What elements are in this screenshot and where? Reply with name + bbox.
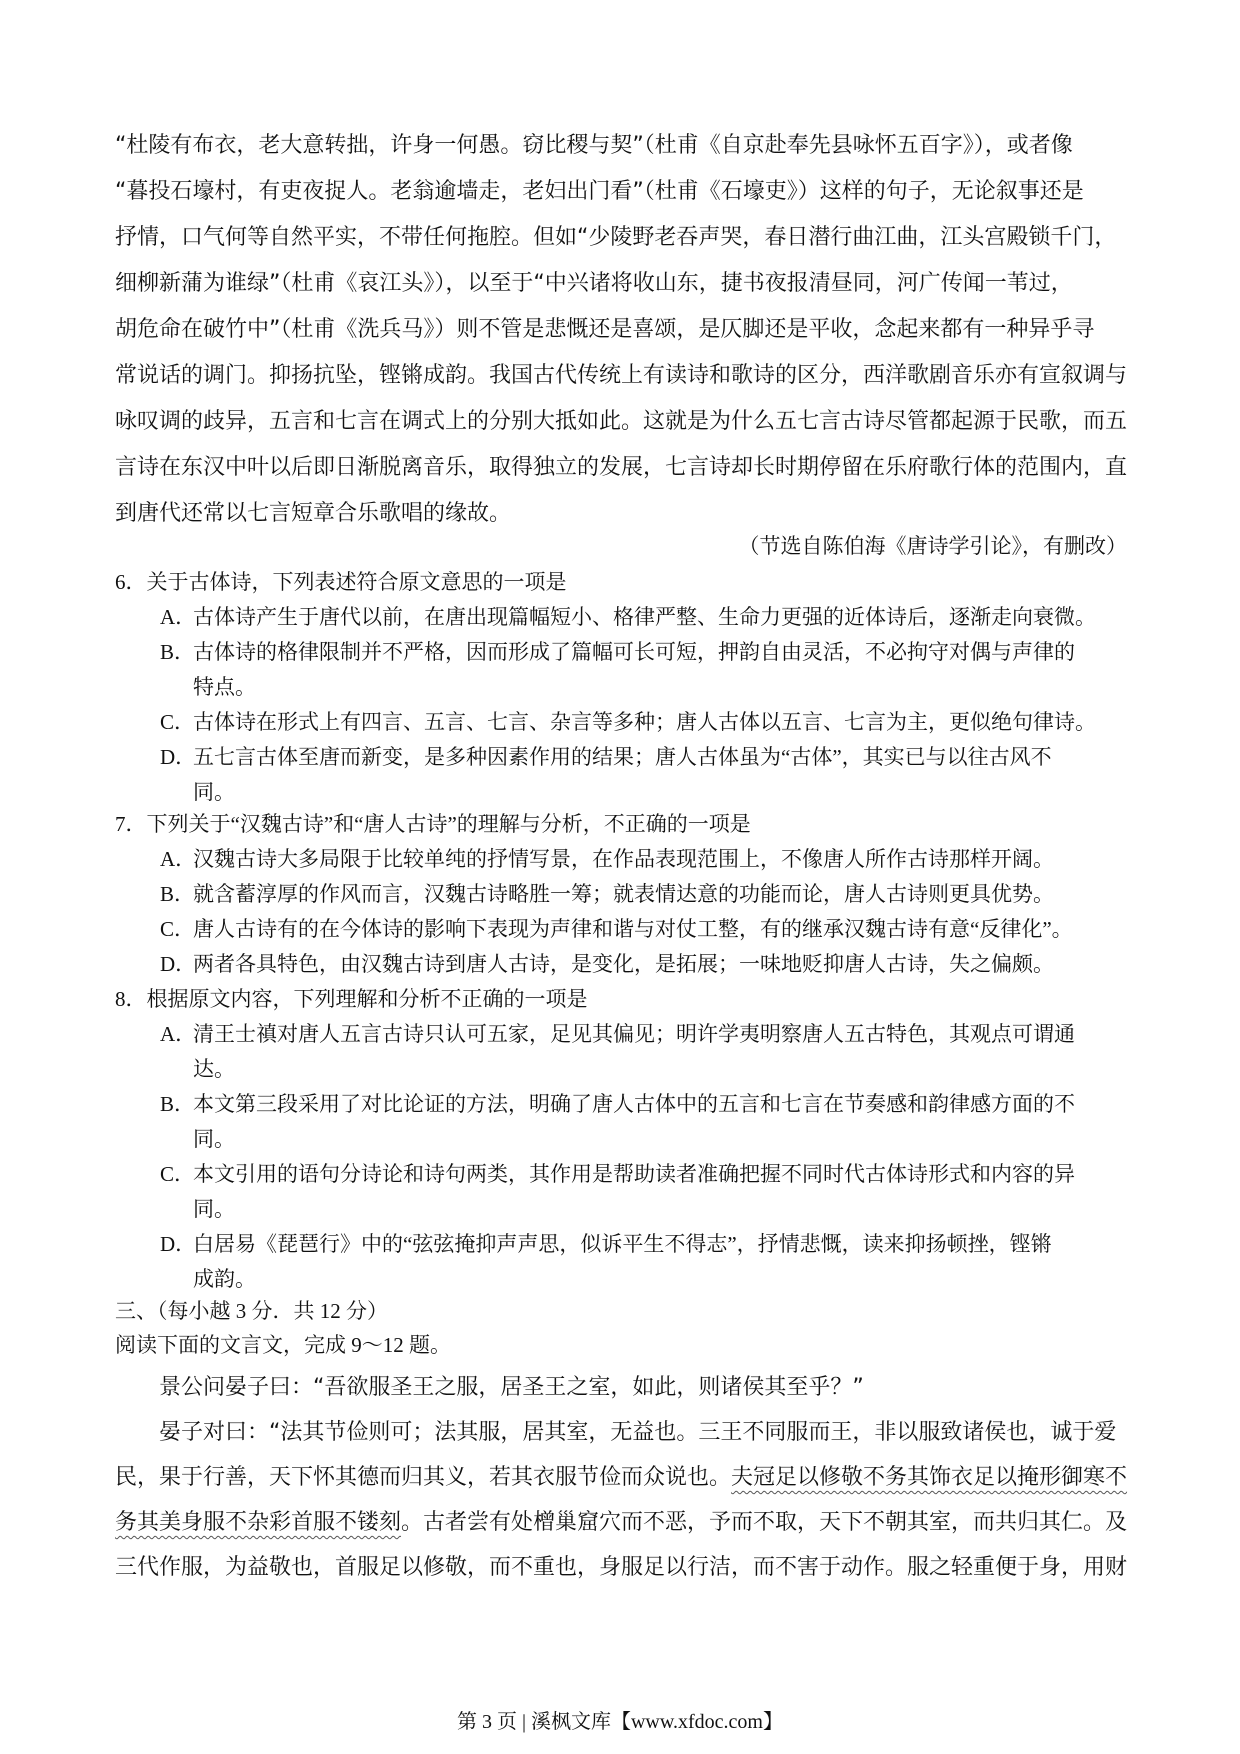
option-text: 同。 xyxy=(193,1127,235,1151)
option-a xyxy=(115,600,1130,635)
passage-line: 咏叹调的歧异，五言和七言在调式上的分别大抵如此。这就是为什么五七言古诗尽管都起源于民歌，而五 xyxy=(115,409,1128,434)
passage-line: “暮投石壕村，有吏夜捉人。老翁逾墙走，老妇出门看”（杜甫《石壕吏》）这样的句子，无论叙事还是 xyxy=(115,179,1084,204)
question-8 xyxy=(115,981,1130,1297)
option-d xyxy=(115,1227,1130,1297)
classical-text: 。古者尝有处橧巢窟穴而不恶，予而不取，天下不朝其室，而共归其仁。及 xyxy=(401,1510,1128,1535)
wavy-underlined-sentence: 务其美身服不杂彩首服不镂刻 xyxy=(115,1510,402,1535)
option-c xyxy=(115,912,1130,947)
option-label: C． xyxy=(160,917,196,941)
option-text: 唐人古诗有的在今体诗的影响下表现为声律和谐与对仗工整，有的继承汉魏古诗有意“反律化”。 xyxy=(193,917,1073,941)
option-text: 古体诗产生于唐代以前，在唐出现篇幅短小、格律严整、生命力更强的近体诗后，逐渐走向衰微。 xyxy=(193,605,1096,629)
passage-line: 抒情，口气何等自然平实，不带任何拖腔。但如“少陵野老吞声哭，春日潜行曲江曲，江头宫殿锁千门， xyxy=(115,225,1117,250)
classical-line xyxy=(115,1455,1127,1500)
option-d xyxy=(115,740,1130,810)
classical-line: 三代作服，为益敬也，首服足以修敬，而不重也，身服足以行洁，而不害于动作。服之轻重便于身，用财 xyxy=(115,1555,1128,1580)
passage-line: 细柳新蒲为谁绿”（杜甫《哀江头》），以至于“中兴诸将收山东，捷书夜报清昼同，河广传闻一苇过， xyxy=(115,271,1073,296)
option-a xyxy=(115,842,1130,877)
option-label: A． xyxy=(160,847,197,871)
classical-line: 晏子对曰：“法其节俭则可；法其服，居其室，无益也。三王不同服而王，非以服致诸侯也，诚于爱 xyxy=(159,1420,1117,1445)
passage-line: “杜陵有布衣，老大意转拙，许身一何愚。窃比稷与契”（杜甫《自京赴奉先县咏怀五百字》），或者像 xyxy=(115,133,1073,158)
option-label: B． xyxy=(160,1092,196,1116)
option-label: A． xyxy=(160,605,197,629)
option-text: 同。 xyxy=(193,1197,235,1221)
option-text: 本文第三段采用了对比论证的方法，明确了唐人古体中的五言和七言在节奏感和韵律感方面的不 xyxy=(193,1092,1075,1116)
option-text: 两者各具特色，由汉魏古诗到唐人古诗，是变化，是拓展；一味地贬抑唐人古诗，失之偏颇。 xyxy=(193,952,1054,976)
passage-top xyxy=(115,123,1127,537)
classical-text: 民，果于行善，天下怀其德而归其义，若其衣服节俭而众说也。 xyxy=(115,1465,732,1490)
page-footer: 第 3 页 | 溪枫文库【www.xfdoc.com】 xyxy=(456,1711,783,1733)
passage-line: 胡危命在破竹中”（杜甫《洗兵马》）则不管是悲慨还是喜颂，是仄脚还是平收，念起来都有一种异乎寻 xyxy=(115,317,1095,342)
passage-line: 到唐代还常以七言短章合乐歌唱的缘故。 xyxy=(115,501,512,526)
question-stem: 8．根据原文内容，下列理解和分析不正确的一项是 xyxy=(115,987,588,1011)
option-b xyxy=(115,635,1130,705)
question-stem: 7．下列关于“汉魏古诗”和“唐人古诗”的理解与分析，不正确的一项是 xyxy=(115,812,751,836)
option-label: B． xyxy=(160,882,196,906)
option-text: 古体诗在形式上有四言、五言、七言、杂言等多种；唐人古体以五言、七言为主，更似绝句律诗。 xyxy=(193,710,1096,734)
option-text: 特点。 xyxy=(193,675,256,699)
passage-line: 言诗在东汉中叶以后即日渐脱离音乐，取得独立的发展，七言诗却长时期停留在乐府歌行体的范围内，直 xyxy=(115,455,1128,480)
option-label: C． xyxy=(160,1162,196,1186)
option-text: 五七言古体至唐而新变，是多种因素作用的结果；唐人古体虽为“古体”，其实已与以往古风不 xyxy=(193,745,1052,769)
option-text: 本文引用的语句分诗论和诗句两类，其作用是帮助读者准确把握不同时代古体诗形式和内容的异 xyxy=(193,1162,1075,1186)
option-b xyxy=(115,877,1130,912)
option-d xyxy=(115,947,1130,982)
section-instruction: 阅读下面的文言文，完成 9～12 题。 xyxy=(115,1333,451,1357)
option-text: 就含蓄淳厚的作风而言，汉魏古诗略胜一筹；就表情达意的功能而论，唐人古诗则更具优势。 xyxy=(193,882,1054,906)
classical-line: 景公问晏子曰：“吾欲服圣王之服，居圣王之室，如此，则诸侯其至乎？” xyxy=(159,1375,864,1400)
option-text: 达。 xyxy=(193,1057,235,1081)
option-label: A． xyxy=(160,1022,197,1046)
option-label: B． xyxy=(160,640,196,664)
option-text: 古体诗的格律限制并不严格，因而形成了篇幅可长可短，押韵自由灵活，不必拘守对偶与声律的 xyxy=(193,640,1075,664)
option-text: 汉魏古诗大多局限于比较单纯的抒情写景，在作品表现范围上，不像唐人所作古诗那样开阔。 xyxy=(193,847,1054,871)
option-c xyxy=(115,705,1130,740)
question-6 xyxy=(115,564,1130,810)
option-label: D． xyxy=(160,745,197,769)
option-text: 成韵。 xyxy=(193,1267,256,1291)
option-label: D． xyxy=(160,952,197,976)
option-text: 同。 xyxy=(193,780,235,804)
option-label: C． xyxy=(160,710,196,734)
passage-line: 常说话的调门。抑扬抗坠，铿锵成韵。我国古代传统上有读诗和歌诗的区分，西洋歌剧音乐亦有宣叙调与 xyxy=(115,363,1128,388)
question-stem: 6．关于古体诗，下列表述符合原文意思的一项是 xyxy=(115,570,567,594)
classical-line xyxy=(115,1500,1127,1545)
question-7 xyxy=(115,806,1130,982)
option-text: 白居易《琵琶行》中的“弦弦掩抑声声思，似诉平生不得志”，抒情悲慨，读来抑扬顿挫，铿锵 xyxy=(193,1232,1052,1256)
option-c xyxy=(115,1157,1130,1227)
option-a xyxy=(115,1017,1130,1087)
option-label: D． xyxy=(160,1232,197,1256)
option-text: 清王士禛对唐人五言古诗只认可五家，足见其偏见；明许学夷明察唐人五古特色，其观点可谓通 xyxy=(193,1022,1075,1046)
passage-source: （节选自陈伯海《唐诗学引论》，有删改） xyxy=(738,534,1127,558)
option-b xyxy=(115,1087,1130,1157)
classical-passage xyxy=(115,1365,1127,1590)
section-heading: 三、（每小越 3 分．共 12 分） xyxy=(115,1299,388,1323)
wavy-underlined-sentence: 夫冠足以修敬不务其饰衣足以掩形御寒不 xyxy=(731,1465,1128,1490)
